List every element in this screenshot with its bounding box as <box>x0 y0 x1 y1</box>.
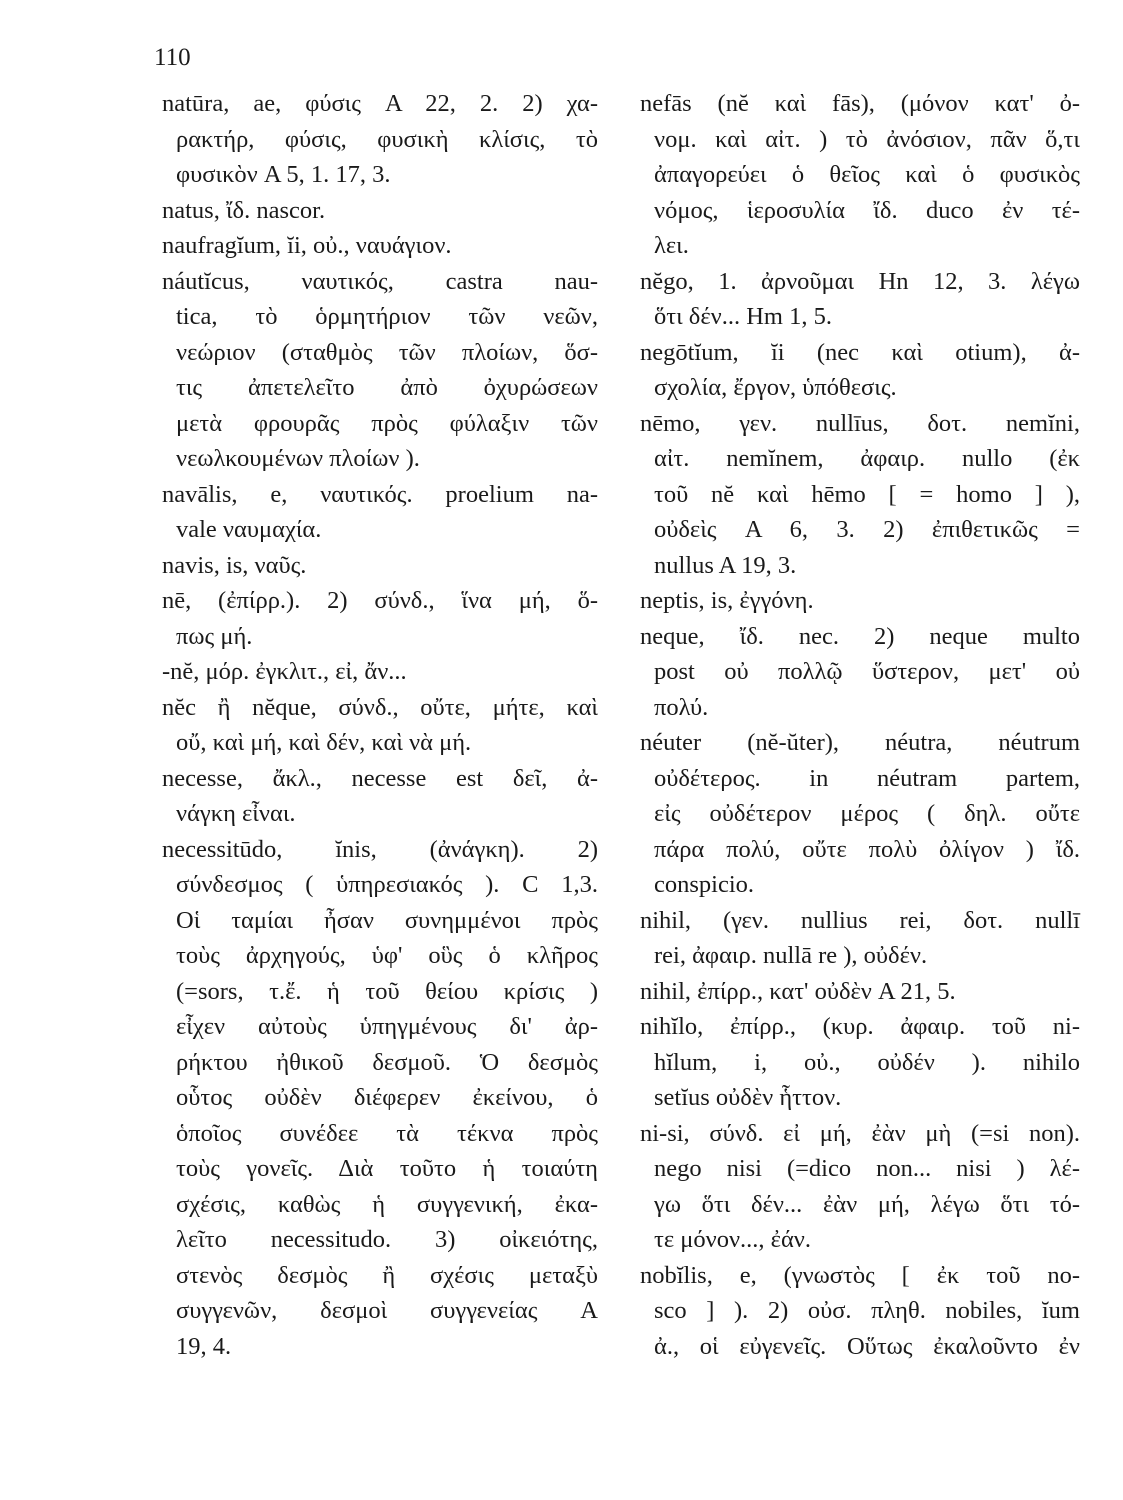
right-column <box>640 86 1080 1364</box>
entry-line: ἀ., οἱ εὐγενεῖς. Οὕτως ἐκαλοῦντο ἐν <box>654 1332 1080 1360</box>
entry-headline: nihil, (γεν. nullius rei, δοτ. nullī <box>640 906 1080 934</box>
dictionary-entry <box>162 86 598 193</box>
entry-headline: náutĭcus, ναυτικός, castra nau- <box>162 267 598 295</box>
entry-line: Οἱ ταμίαι ἦσαν συνημμένοι πρὸς <box>176 906 598 934</box>
entry-line: συγγενῶν, δεσμοὶ συγγενείας A <box>176 1297 598 1324</box>
dictionary-entry <box>162 193 598 229</box>
entry-headline: ni-si, σύνδ. εἰ μή, ἐὰν μὴ (=si non). <box>640 1119 1080 1147</box>
dictionary-entry <box>640 725 1080 903</box>
entry-headline: necesse, ἄκλ., necesse est δεῖ, ἀ- <box>162 764 598 792</box>
entry-line: αἰτ. nemĭnem, ἀφαιρ. nullo (ἐκ <box>654 445 1080 472</box>
entry-line: λει. <box>654 232 689 259</box>
entry-headline: navālis, e, ναυτικός. proelium na- <box>162 480 598 508</box>
entry-line: τοῦ nĕ καὶ hēmo [ = homo ] ), <box>654 480 1080 508</box>
entry-line: οὗτος οὐδὲν διέφερεν ἐκείνου, ὁ <box>176 1084 598 1111</box>
entry-headline: nefās (nĕ καὶ fās), (μόνον κατ' ὀ- <box>640 90 1080 117</box>
entry-line: τοὺς γονεῖς. Διὰ τοῦτο ἡ τοιαύτη <box>176 1155 598 1182</box>
dictionary-entry <box>640 583 1080 619</box>
dictionary-entry <box>162 548 598 584</box>
entry-line: νεώριον (σταθμὸς τῶν πλοίων, ὅσ- <box>176 338 598 366</box>
entry-line: τις ἀπετελεῖτο ἀπὸ ὀχυρώσεων <box>176 374 598 401</box>
dictionary-entry <box>640 1258 1080 1365</box>
entry-line: sco ] ). 2) οὐσ. πληθ. nobiles, ĭum <box>654 1297 1080 1324</box>
dictionary-entry <box>640 1116 1080 1258</box>
dictionary-entry <box>162 761 598 832</box>
entry-line: rei, ἀφαιρ. nullā re ), οὐδέν. <box>654 942 928 969</box>
entry-line: οὐδεὶς A 6, 3. 2) ἐπιθετικῶς = <box>654 516 1080 543</box>
entry-headline: nobĭlis, e, (γνωστὸς [ ἐκ τοῦ no- <box>640 1261 1080 1289</box>
entry-line: λεῖτο necessitudo. 3) οἰκειότης, <box>176 1226 598 1253</box>
dictionary-entry <box>640 86 1080 264</box>
page-number: 110 <box>154 44 191 71</box>
entry-line: vale ναυμαχία. <box>176 516 322 543</box>
entry-line: σχολία, ἔργον, ὑπόθεσις. <box>654 374 897 401</box>
entry-line: tica, τὸ ὁρμητήριον τῶν νεῶν, <box>176 303 598 330</box>
entry-headline: neque, ἴδ. nec. 2) neque multo <box>640 622 1080 650</box>
entry-line: ρακτήρ, φύσις, φυσικὴ κλίσις, τὸ <box>176 125 598 153</box>
dictionary-entry <box>640 974 1080 1010</box>
entry-line: ρήκτου ἠθικοῦ δεσμοῦ. Ὁ δεσμὸς <box>176 1048 598 1076</box>
entry-line: πολύ. <box>654 693 709 721</box>
dictionary-entry <box>162 690 598 761</box>
dictionary-entry <box>162 228 598 264</box>
entry-line: νάγκη εἶναι. <box>176 800 296 827</box>
entry-line: τε μόνον..., ἐάν. <box>654 1226 812 1253</box>
entry-line: setĭus οὐδὲν ἧττον. <box>654 1084 842 1111</box>
entry-line: οὐδέτερος. in néutram partem, <box>654 764 1080 792</box>
entry-line: hĭlum, i, οὐ., οὐδέν ). nihilo <box>654 1048 1080 1076</box>
entry-headline: -nĕ, μόρ. ἐγκλιτ., εἰ, ἄν... <box>162 658 407 685</box>
entry-headline: negōtĭum, ĭi (nec καὶ otium), ἀ- <box>640 338 1080 366</box>
entry-line: ὅτι δέν... Hm 1, 5. <box>654 303 832 330</box>
entry-line: στενὸς δεσμὸς ἢ σχέσις μεταξὺ <box>176 1261 598 1289</box>
entry-headline: necessitūdo, ĭnis, (ἀνάγκη). 2) <box>162 835 598 863</box>
entry-line: post οὐ πολλῷ ὕστερον, μετ' οὐ <box>654 658 1080 685</box>
entry-headline: nihĭlo, ἐπίρρ., (κυρ. ἀφαιρ. τοῦ ni- <box>640 1013 1080 1040</box>
dictionary-entry <box>162 654 598 690</box>
dictionary-entry <box>162 264 598 477</box>
dictionary-entry <box>162 477 598 548</box>
entry-line: σχέσις, καθὼς ἡ συγγενική, ἐκα- <box>176 1190 598 1218</box>
entry-line: εἰς οὐδέτερον μέρος ( δηλ. οὔτε <box>654 800 1080 827</box>
left-column <box>162 86 598 1364</box>
entry-line: εἶχεν αὐτοὺς ὑπηγμένους δι' ἀρ- <box>176 1013 598 1040</box>
entry-headline: natūra, ae, φύσις A 22, 2. 2) χα- <box>162 90 598 117</box>
entry-line: σύνδεσμος ( ὑπηρεσιακός ). C 1,3. <box>176 871 598 898</box>
entry-line: γω ὅτι δέν... ἐὰν μή, λέγω ὅτι τό- <box>654 1190 1080 1218</box>
entry-headline: nē, (ἐπίρρ.). 2) σύνδ., ἵνα μή, ὅ- <box>162 587 598 614</box>
entry-headline: néuter (nĕ-ŭter), néutra, néutrum <box>640 729 1080 756</box>
entry-line: νεωλκουμένων πλοίων ). <box>176 445 420 472</box>
entry-line: nullus A 19, 3. <box>654 551 797 579</box>
entry-line: πως μή. <box>176 622 253 650</box>
entry-headline: neptis, is, ἐγγόνη. <box>640 587 814 614</box>
dictionary-entry <box>162 832 598 1365</box>
entry-headline: navis, is, ναῦς. <box>162 551 307 579</box>
entry-headline: natus, ἴδ. nascor. <box>162 196 326 224</box>
entry-line: 19, 4. <box>176 1332 232 1360</box>
dictionary-entry <box>640 335 1080 406</box>
entry-headline: nĕc ἢ nĕque, σύνδ., οὔτε, μήτε, καὶ <box>162 693 598 721</box>
dictionary-entry <box>640 619 1080 726</box>
dictionary-entry <box>162 583 598 654</box>
dictionary-entry <box>640 406 1080 584</box>
entry-line: νομ. καὶ αἰτ. ) τὸ ἀνόσιον, πᾶν ὅ,τι <box>654 125 1080 153</box>
entry-line: nego nisi (=dico non... nisi ) λέ- <box>654 1155 1080 1182</box>
entry-line: μετὰ φρουρᾶς πρὸς φύλαξιν τῶν <box>176 409 598 437</box>
entry-line: πάρα πολύ, οὔτε πολὺ ὀλίγον ) ἴδ. <box>654 835 1080 863</box>
entry-line: νόμος, ἱεροσυλία ἴδ. duco ἐν τέ- <box>654 196 1080 224</box>
entry-line: τοὺς ἀρχηγούς, ὑφ' οὓς ὁ κλῆρος <box>176 942 598 969</box>
entry-line: φυσικὸν A 5, 1. 17, 3. <box>176 161 391 188</box>
entry-headline: nēmo, γεν. nullīus, δοτ. nemĭni, <box>640 409 1080 437</box>
entry-headline: naufragĭum, ĭi, οὐ., ναυάγιον. <box>162 232 452 259</box>
entry-line: (=sors, τ.ἔ. ἡ τοῦ θείου κρίσις ) <box>176 977 598 1005</box>
entry-line: ἀπαγορεύει ὁ θεῖος καὶ ὁ φυσικὸς <box>654 161 1080 188</box>
entry-line: οὔ, καὶ μή, καὶ δέν, καὶ νὰ μή. <box>176 729 472 756</box>
entry-line: ὁποῖος συνέδεε τὰ τέκνα πρὸς <box>176 1119 598 1147</box>
dictionary-entry <box>640 264 1080 335</box>
dictionary-entry <box>640 903 1080 974</box>
entry-headline: nĕgo, 1. ἀρνοῦμαι Hn 12, 3. λέγω <box>640 267 1080 295</box>
entry-headline: nihil, ἐπίρρ., κατ' οὐδὲν A 21, 5. <box>640 977 956 1005</box>
entry-line: conspicio. <box>654 871 755 898</box>
dictionary-entry <box>640 1009 1080 1116</box>
